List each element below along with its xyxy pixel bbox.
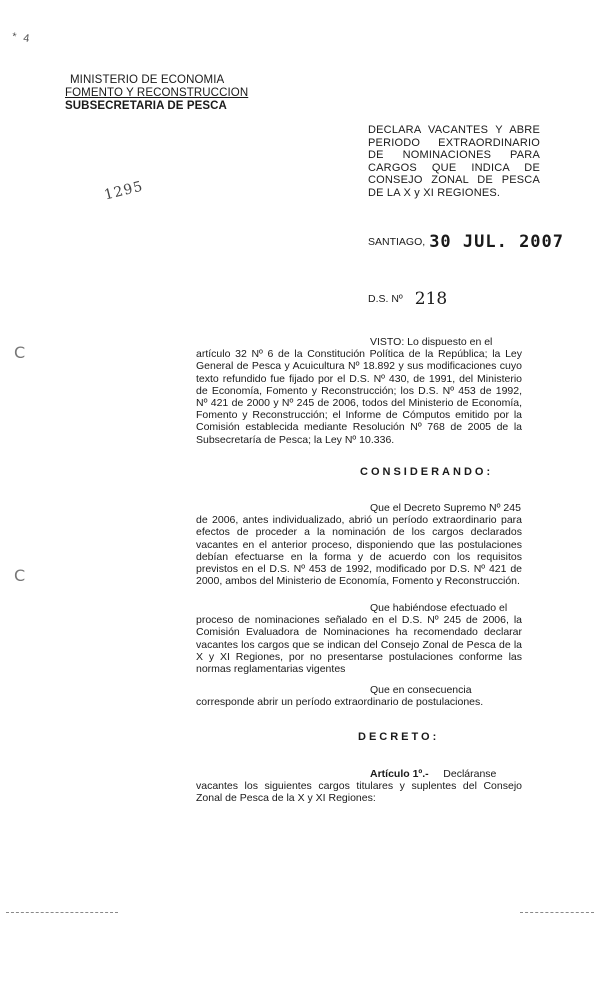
margin-mark: C [14,343,26,362]
letterhead-subsecretary: SUBSECRETARIA DE PESCA [65,100,227,112]
considerando-lead: Que habiéndose efectuado el [370,602,508,614]
letterhead-department: FOMENTO Y RECONSTRUCCION [65,87,249,99]
letterhead [65,74,248,113]
ds-number: 218 [414,289,448,309]
articulo-label: Artículo 1º.- [370,768,429,780]
visto-lead: VISTO: Lo dispuesto en el [370,336,493,348]
decree-summary: DECLARA VACANTES Y ABRE PERIODO EXTRAORDINARIO DE NOMINACIONES PARA CARGOS QUE INDICA DE CONSEJO ZONAL DE PESCA DE LA X y XI REGIONES. [368,124,540,199]
visto-body: artículo 32 Nº 6 de la Constitución Política de la República; la Ley General de Pesca y Acuicultura Nº 18.892 y sus modificaciones cuyo texto refundido fue fijado por el D.S. Nº 430, de 1991, del Ministerio de Economía, Fomento y Reconstrucción; los D.S. Nº 453 de 1992, Nº 421 de 2000 y Nº 245 de 2006, todos del Ministerio de Economía, Fomento y Reconstrucción; el Informe de Cómputos emitido por la Comisión establecida mediante Resolución Nº 768 de 2005 de la Subsecretaría de Pesca; la Ley Nº 10.336. [196,348,522,446]
scan-edge-line [6,912,118,913]
articulo-lead [196,768,522,780]
decree-number-line [368,289,447,309]
corner-annotation: * 4 [11,30,33,46]
considerando-lead: Que el Decreto Supremo Nº 245 [370,502,521,514]
articulo-body: vacantes los siguientes cargos titulares y suplentes del Consejo Zonal de Pesca de la X y XI Regiones: [196,780,522,805]
considerando-body: proceso de nominaciones señalado en el D.S. Nº 245 de 2006, la Comisión Evaluadora de Nominaciones ha recomendado declarar vacantes los cargos que se indican del Consejo Zonal de Pesca de la X y XI Regiones, por no presentarse postulaciones conforme las normas reglamentarias vigentes [196,614,522,676]
articulo-1-paragraph [196,768,522,805]
margin-mark: C [14,566,26,585]
scan-edge-line [520,912,594,913]
handwritten-number: 1295 [102,178,145,204]
considerando-body: corresponde abrir un período extraordinario de postulaciones. [196,696,484,709]
considerando-heading: CONSIDERANDO: [360,466,494,478]
date-line [368,232,564,252]
considerando-lead: Que en consecuencia [370,684,472,696]
considerando-paragraph-2 [196,602,522,675]
date-stamp: 30 JUL. 2007 [429,232,565,252]
considerando-paragraph-1 [196,502,522,587]
considerando-body: de 2006, antes individualizado, abrió un período extraordinario para efectos de proceder a la nominación de los cargos declarados vacantes en el anterior proceso, disponiendo que las postulaciones debían efectuarse en la forma y de acuerdo con los requisitos previstos en el D.S. Nº 453 de 1992, modificado por D.S. Nº 421 de 2000, ambos del Ministerio de Economía, Fomento y Reconstrucción. [196,514,522,588]
articulo-lead-text: Decláranse [443,768,497,780]
place-label: SANTIAGO, [368,236,426,248]
ds-label: D.S. Nº [368,293,403,305]
considerando-paragraph-3 [196,684,522,708]
decreto-heading: DECRETO: [358,731,440,743]
letterhead-ministry: MINISTERIO DE ECONOMIA [70,74,225,86]
visto-paragraph [196,336,522,446]
